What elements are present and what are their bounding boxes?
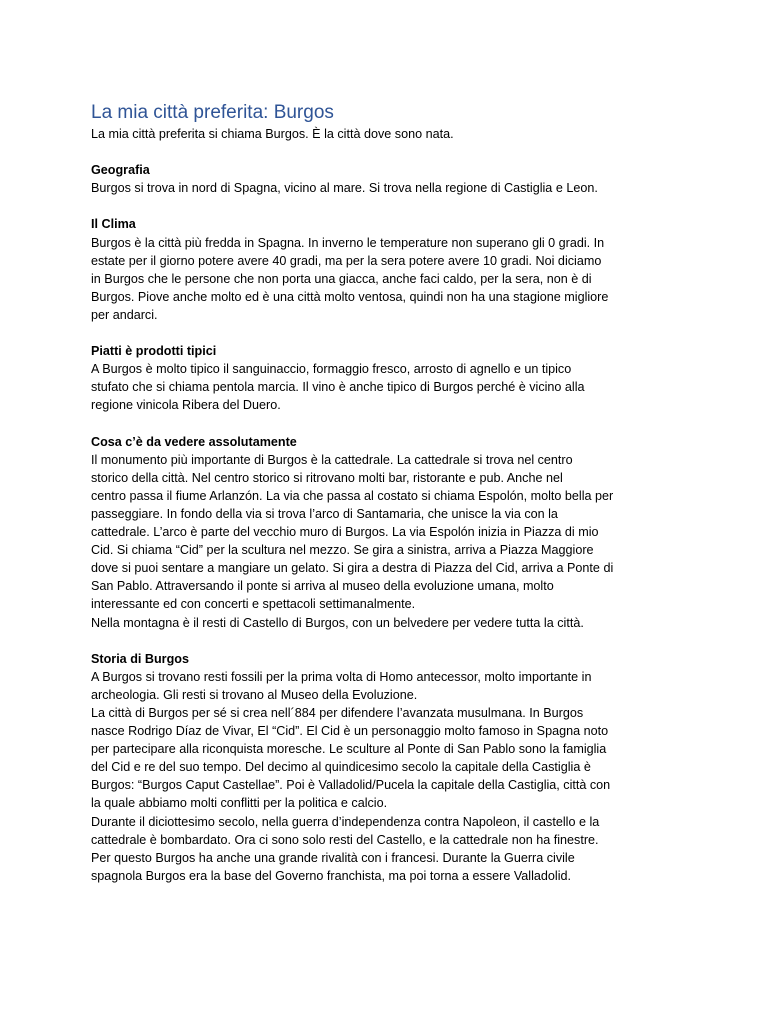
text-line: La città di Burgos per sé si crea nell´884 per difendere l’avanzata musulmana. In Burgos [91,706,584,720]
text-line: Burgos. Piove anche molto ed è una città molto ventosa, quindi non ha una stagione migliore [91,289,609,304]
section-gap [91,415,681,433]
section-body-geografia [91,179,681,197]
section-heading-piatti: Piatti è prodotti tipici [91,344,217,359]
text-line: per partecipare alla riconquista moresche. Le sculture al Ponte di San Pablo sono la famiglia [91,742,607,757]
text-line: Durante il diciottesimo secolo, nella guerra d’independenza contra Napoleon, il castello e la [91,814,600,829]
section-heading-clima: Il Clima [91,217,136,232]
text-line: cattedrale è bombardato. Ora ci sono solo resti del Castello, e la cattedrale non ha finestre. [91,832,599,847]
text-line: Burgos: “Burgos Caput Castellae”. Poi è Valladolid/Pucela la capitale della Castiglia, città con [91,778,611,793]
section-gap [91,143,681,161]
text-line: nasce Rodrigo Díaz de Vivar, El “Cid”. El Cid è un personaggio molto famoso in Spagna noto [91,724,609,739]
document-page [91,101,681,885]
section-heading-storia: Storia di Burgos [91,651,189,666]
section-body-da-vedere [91,451,681,632]
text-line: interessante ed con concerti e spettacoli settimanalmente. [91,597,416,612]
section-gap [91,324,681,342]
text-line: A Burgos si trovano resti fossili per la prima volta di Homo antecessor, molto importante in [91,669,592,684]
text-line: Burgos si trova in nord di Spagna, vicino al mare. Si trova nella regione di Castiglia e Leon. [91,181,598,196]
text-line: del Cid e re del suo tempo. Del decimo al quindicesimo secolo la capitale della Castiglia è [91,760,591,775]
section-gap [91,632,681,650]
section-gap [91,197,681,215]
section-body-clima [91,234,681,324]
text-line: storico della città. Nel centro storico si ritrovano molti bar, ristorante e pub. Anche nel [91,470,563,485]
text-line: Nella montagna è il resti di Castello di Burgos, con un belvedere per vedere tutta la città. [91,615,584,630]
text-line: cattedrale. L’arco è parte del vecchio muro di Burgos. La via Espolón inizia in Piazza di mio [91,525,599,540]
text-line: stufato che si chiama pentola marcia. Il vino è anche tipico di Burgos perché è vicino alla [91,380,585,395]
text-line: in Burgos che le persone che non porta una giacca, anche faci caldo, per la sera, non è di [91,271,592,286]
text-line: per andarci. [91,307,158,322]
text-line: Per questo Burgos ha anche una grande rivalità con i francesi. Durante la Guerra civile [91,850,575,865]
text-line: la quale abbiamo molti conflitti per la politica e calcio. [91,796,388,811]
text-line: passeggiare. In fondo della via si trova l’arco di Santamaria, che unisce la via con la [91,506,558,521]
text-line: regione vinicola Ribera del Duero. [91,398,281,413]
text-line: dove si puoi sentare a mangiare un gelato. Si gira a destra di Piazza del Cid, arriva a Ponte di [91,561,614,576]
text-line: A Burgos è molto tipico il sanguinaccio, formaggio fresco, arrosto di agnello e un tipico [91,362,572,377]
text-line: centro passa il fiume Arlanzón. La via che passa al costato si chiama Espolón, molto bella per [91,488,614,503]
text-line: archeologia. Gli resti si trovano al Museo della Evoluzione. [91,687,418,702]
text-line: spagnola Burgos era la base del Governo franchista, ma poi torna a essere Valladolid. [91,868,572,883]
section-body-storia [91,668,681,885]
text-line: San Pablo. Attraversando il ponte si arriva al museo della evoluzione umana, molto [91,579,554,594]
text-line: Cid. Si chiama “Cid” per la scultura nel mezzo. Se gira a sinistra, arriva a Piazza Maggiore [91,543,594,558]
section-heading-geografia: Geografia [91,163,150,178]
section-body-piatti [91,360,681,414]
intro-paragraph: La mia città preferita si chiama Burgos. È la città dove sono nata. [91,127,454,141]
text-line: estate per il giorno potere avere 40 gradi, ma per la sera potere avere 10 gradi. Noi diciamo [91,253,602,268]
document-title: La mia città preferita: Burgos [91,102,334,123]
text-line: Il monumento più importante di Burgos è la cattedrale. La cattedrale si trova nel centro [91,452,573,467]
text-line: Burgos è la città più fredda in Spagna. In inverno le temperature non superano gli 0 gradi. In [91,235,605,250]
section-heading-da-vedere: Cosa c’è da vedere assolutamente [91,434,297,449]
